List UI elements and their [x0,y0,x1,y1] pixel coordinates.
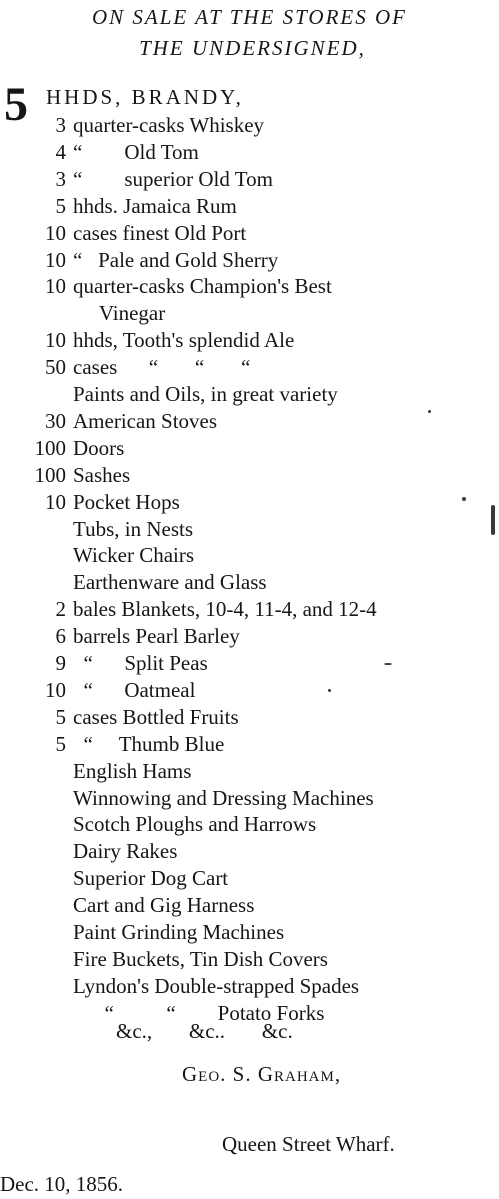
item-quantity: 3 [55,167,66,191]
item-quantity: 5 [55,705,66,729]
item-description: Superior Dog Cart [73,866,229,890]
ink-speck [384,663,392,665]
item-quantity: 3 [55,113,66,137]
item-description: barrels Pearl Barley [73,624,240,648]
item-description: “ Oatmeal [73,678,196,702]
item-quantity: 10 [45,490,66,514]
item-quantity: 10 [45,221,66,245]
item-quantity: 4 [55,140,66,164]
item-quantity: 10 [45,678,66,702]
ink-speck [328,689,331,692]
item-description: Scotch Ploughs and Harrows [73,812,317,836]
first-item-quantity: 5 [4,78,28,131]
item-description: “ Split Peas [73,651,208,675]
item-description: Fire Buckets, Tin Dish Covers [73,947,328,971]
header-line-2: THE UNDERSIGNED, [139,36,366,60]
item-description: Doors [73,436,125,460]
ink-speck [462,497,466,501]
item-description: quarter-casks Whiskey [73,113,265,137]
ink-speck [428,410,431,413]
etc-line: &c., &c.. &c. [116,1019,293,1043]
item-description: Tubs, in Nests [73,517,194,541]
item-quantity: 30 [45,409,66,433]
item-quantity: 10 [45,274,66,298]
item-description: Pocket Hops [73,490,180,514]
first-item-text: HHDS, BRANDY, [46,85,244,109]
ink-speck [491,505,495,535]
item-quantity: 5 [55,732,66,756]
item-description: bales Blankets, 10-4, 11-4, and 12-4 [73,597,377,621]
item-quantity: 100 [34,463,66,487]
item-description: Dairy Rakes [73,839,178,863]
item-description: American Stoves [73,409,218,433]
item-quantity: 10 [45,248,66,272]
signature-name: Geo. S. Graham, [182,1062,342,1086]
item-description: hhds. Jamaica Rum [73,194,237,218]
item-quantity: 9 [55,651,66,675]
item-description: hhds, Tooth's splendid Ale [73,328,295,352]
item-description: Paint Grinding Machines [73,920,285,944]
item-quantity: 10 [45,328,66,352]
item-description: Wicker Chairs [73,543,195,567]
item-description: cases Bottled Fruits [73,705,239,729]
item-description: quarter-casks Champion's Best [73,274,332,298]
item-description: English Hams [73,759,192,783]
item-description: “ Pale and Gold Sherry [73,248,279,272]
item-quantity: 5 [55,194,66,218]
item-description: “ Old Tom [73,140,199,164]
item-description: Lyndon's Double-strapped Spades [73,974,360,998]
item-quantity: 100 [34,436,66,460]
item-description: Sashes [73,463,131,487]
header-line-1: ON SALE AT THE STORES OF [91,5,407,29]
item-description: Paints and Oils, in great variety [73,382,338,406]
item-quantity: 6 [55,624,66,648]
item-description: Vinegar [73,301,166,325]
item-description: “ superior Old Tom [73,167,273,191]
date-line: Dec. 10, 1856. [0,1172,124,1196]
item-description: Winnowing and Dressing Machines [73,786,374,810]
item-quantity: 2 [55,597,66,621]
item-description: cases finest Old Port [73,221,247,245]
item-description: Earthenware and Glass [73,570,267,594]
item-quantity: 50 [45,355,66,379]
item-description: Cart and Gig Harness [73,893,255,917]
signature-address: Queen Street Wharf. [222,1132,395,1156]
item-description: “ “ Potato Forks [73,1001,325,1025]
item-description: cases “ “ “ [73,355,251,379]
item-description: “ Thumb Blue [73,732,225,756]
